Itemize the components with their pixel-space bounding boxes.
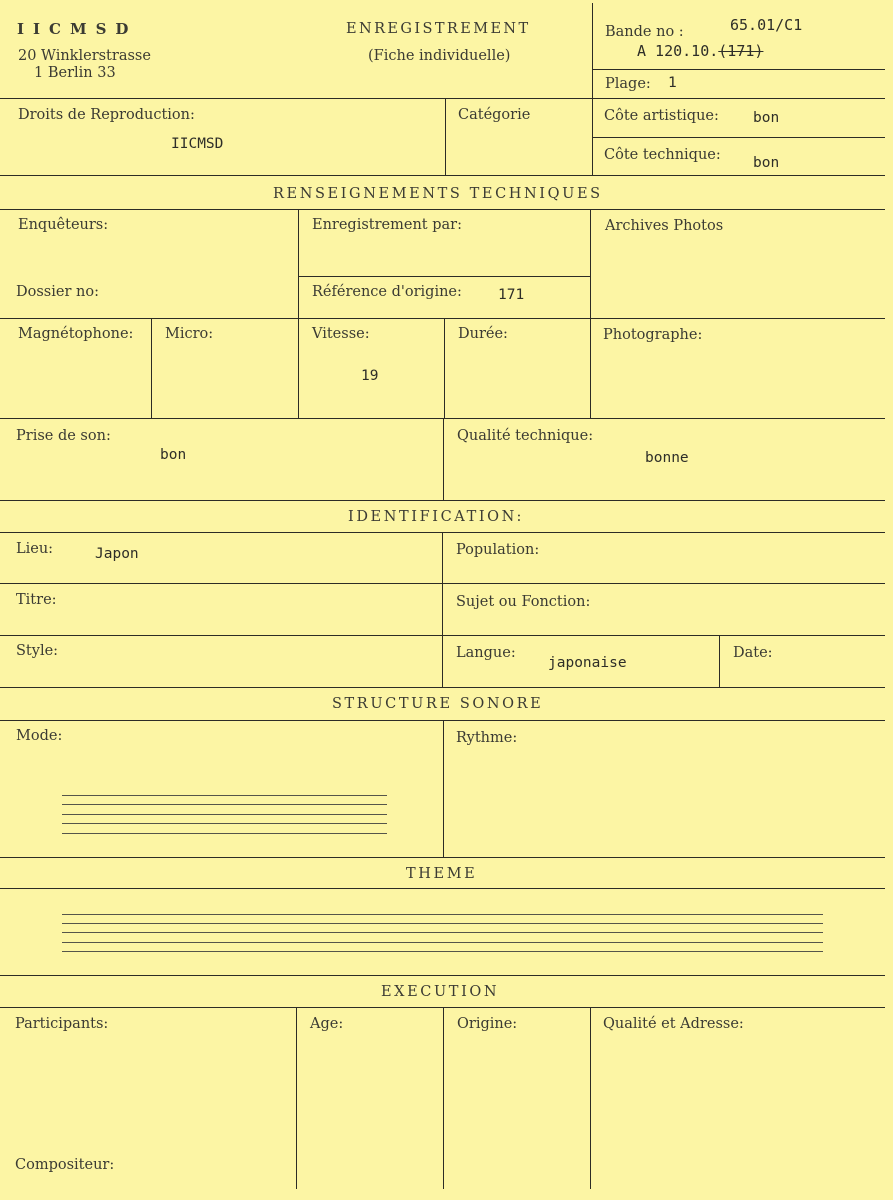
bande-label: Bande no : bbox=[605, 24, 684, 40]
org-logo: IICMSD bbox=[17, 20, 138, 38]
bande-value-1: 65.01/C1 bbox=[730, 16, 803, 34]
magnetophone-label: Magnétophone: bbox=[18, 326, 134, 342]
rule-header-bottom-left bbox=[0, 98, 592, 99]
compositeur-label: Compositeur: bbox=[15, 1157, 115, 1173]
bande-value-struck: (171) bbox=[718, 42, 764, 60]
form-title: ENREGISTREMENT bbox=[346, 21, 531, 37]
rule-structure-bottom bbox=[0, 857, 885, 858]
rule-titre-bottom bbox=[0, 635, 885, 636]
rule-origine-left bbox=[443, 1007, 444, 1189]
cote-technique-label: Côte technique: bbox=[604, 147, 721, 163]
prise-label: Prise de son: bbox=[16, 428, 111, 444]
address-line-2: 1 Berlin 33 bbox=[34, 65, 116, 81]
lieu-label: Lieu: bbox=[16, 541, 54, 557]
enregistrement-par-label: Enregistrement par: bbox=[312, 217, 462, 233]
enqueteurs-label: Enquêteurs: bbox=[18, 217, 109, 233]
archives-photos-label: Archives Photos bbox=[605, 218, 724, 234]
style-label: Style: bbox=[16, 643, 59, 659]
structure-heading: STRUCTURE SONORE bbox=[332, 696, 544, 712]
rule-mode-divider bbox=[443, 720, 444, 857]
lieu-value: Japon bbox=[95, 546, 139, 562]
bande-value-2-text: A 120.10. bbox=[637, 42, 719, 60]
age-label: Age: bbox=[310, 1016, 344, 1032]
mode-label: Mode: bbox=[16, 728, 63, 744]
rule-style-bottom bbox=[0, 687, 885, 688]
vitesse-label: Vitesse: bbox=[312, 326, 370, 342]
qualite-label: Qualité technique: bbox=[457, 428, 594, 444]
photographe-label: Photographe: bbox=[603, 327, 703, 343]
rule-micro-left bbox=[151, 318, 152, 418]
sujet-label: Sujet ou Fonction: bbox=[456, 594, 591, 610]
prise-value: bon bbox=[160, 447, 187, 463]
rule-tech-heading-bottom bbox=[0, 209, 885, 210]
titre-label: Titre: bbox=[16, 592, 57, 608]
vitesse-value: 19 bbox=[361, 368, 379, 384]
rythme-label: Rythme: bbox=[456, 730, 518, 746]
rule-cote-mid bbox=[592, 137, 885, 138]
rule-qualite-left bbox=[590, 1007, 591, 1189]
droits-label: Droits de Reproduction: bbox=[18, 107, 195, 123]
rule-plage-bottom bbox=[592, 98, 885, 99]
rule-bande-bottom bbox=[592, 69, 885, 70]
cote-artistique-label: Côte artistique: bbox=[604, 108, 719, 124]
dossier-label: Dossier no: bbox=[16, 284, 99, 300]
rule-theme-bottom bbox=[0, 975, 885, 976]
date-label: Date: bbox=[733, 645, 773, 661]
ident-heading: IDENTIFICATION: bbox=[348, 509, 524, 525]
micro-label: Micro: bbox=[165, 326, 214, 342]
rule-ident-divider bbox=[442, 532, 443, 687]
rule-lieu-bottom bbox=[0, 583, 885, 584]
rule-rights-bottom bbox=[0, 175, 885, 176]
plage-label: Plage: bbox=[605, 76, 651, 92]
bande-value-2 bbox=[637, 44, 763, 59]
address-line-1: 20 Winklerstrasse bbox=[18, 48, 151, 64]
rule-categorie-left bbox=[445, 98, 446, 175]
qualite-value: bonne bbox=[645, 450, 689, 466]
reference-value: 171 bbox=[498, 287, 525, 303]
rule-header-divider bbox=[592, 3, 593, 175]
tech-heading: RENSEIGNEMENTS TECHNIQUES bbox=[273, 186, 603, 202]
origine-label: Origine: bbox=[457, 1016, 518, 1032]
rule-prise-divider bbox=[443, 418, 444, 500]
reference-label: Référence d'origine: bbox=[312, 284, 462, 300]
categorie-label: Catégorie bbox=[458, 107, 531, 123]
exec-heading: EXECUTION bbox=[381, 984, 500, 1000]
cote-artistique-value: bon bbox=[753, 110, 780, 126]
population-label: Population: bbox=[456, 542, 540, 558]
droits-value: IICMSD bbox=[171, 136, 224, 152]
rule-duree-left bbox=[444, 318, 445, 418]
rule-dossier-bottom bbox=[0, 318, 885, 319]
langue-value: japonaise bbox=[548, 655, 627, 671]
rule-date-left bbox=[719, 635, 720, 687]
plage-value: 1 bbox=[668, 75, 677, 91]
form-subtitle: (Fiche individuelle) bbox=[368, 48, 511, 64]
rule-enreg-par-bottom bbox=[298, 276, 590, 277]
theme-heading: THEME bbox=[406, 866, 478, 882]
rule-prise-bottom bbox=[0, 500, 885, 501]
cote-technique-value: bon bbox=[753, 155, 780, 171]
rule-age-left bbox=[296, 1007, 297, 1189]
qualite-adresse-label: Qualité et Adresse: bbox=[603, 1016, 744, 1032]
rule-tech-col2 bbox=[590, 209, 591, 418]
participants-label: Participants: bbox=[15, 1016, 109, 1032]
rule-theme-heading-bottom bbox=[0, 888, 885, 889]
langue-label: Langue: bbox=[456, 645, 516, 661]
rule-tech-col1 bbox=[298, 209, 299, 418]
duree-label: Durée: bbox=[458, 326, 508, 342]
